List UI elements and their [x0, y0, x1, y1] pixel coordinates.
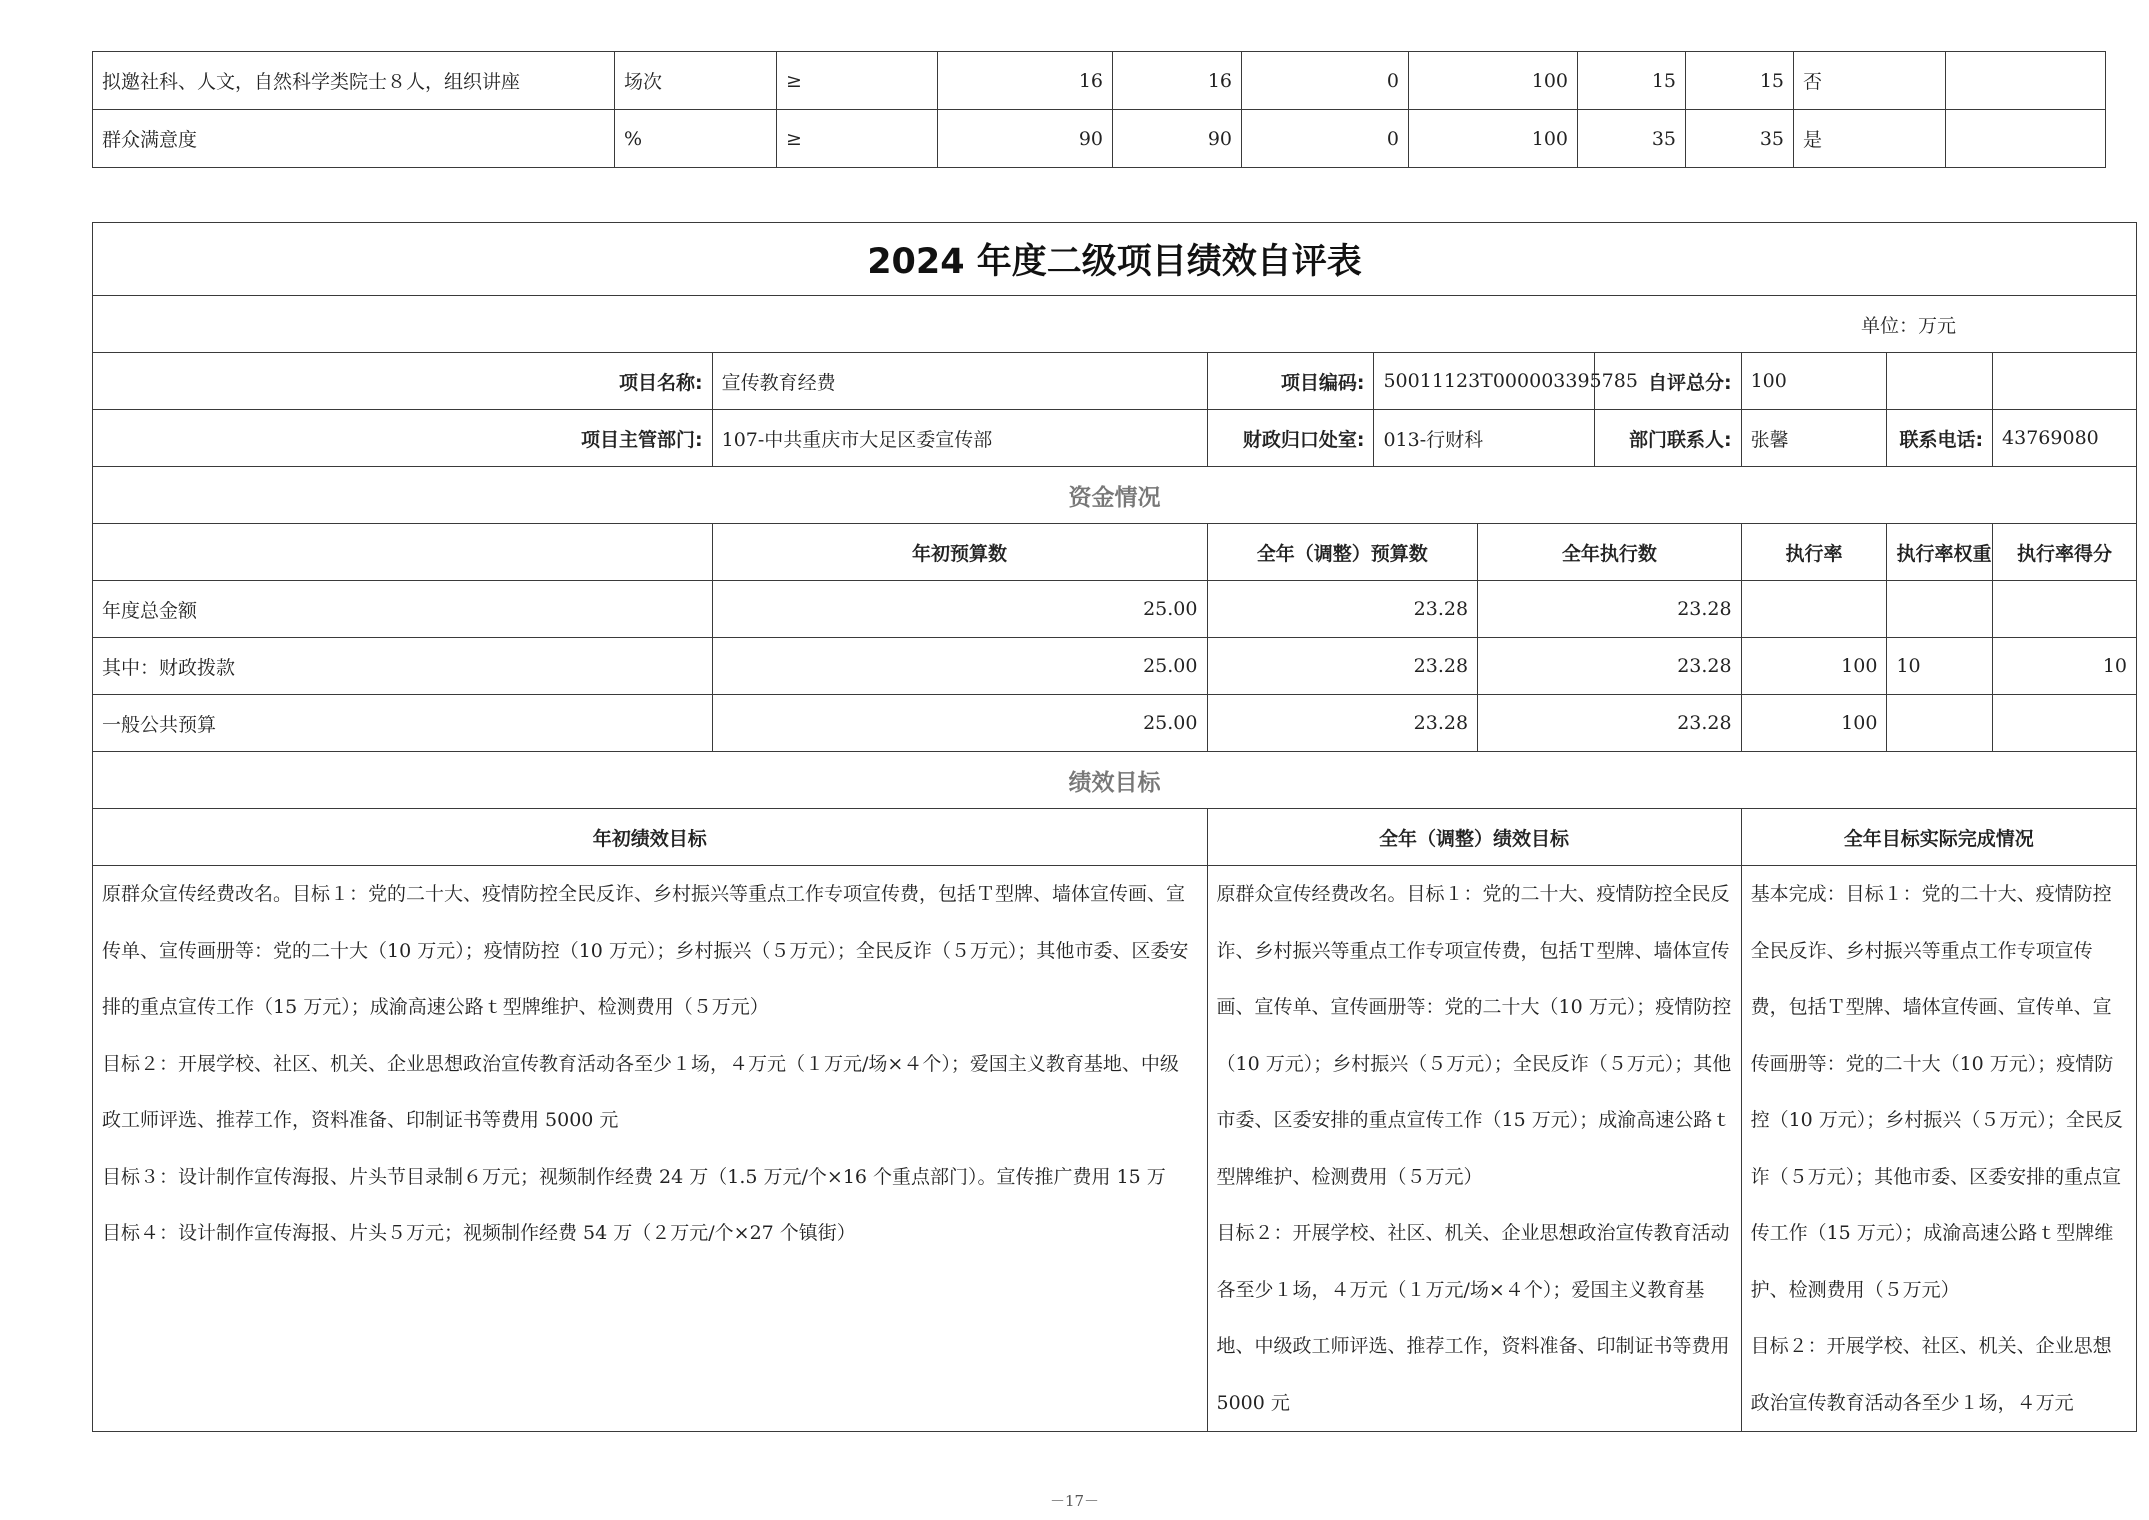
funds-cell: 10	[1887, 638, 1993, 695]
finance-value: 013-行财科	[1374, 410, 1594, 467]
indicator-value: 15	[1686, 52, 1794, 110]
funds-cell: 23.28	[1207, 695, 1478, 752]
performance-header: 年初绩效目标	[93, 809, 1208, 866]
adjusted-goals-cell	[1207, 866, 1741, 1432]
indicator-table	[92, 51, 2106, 168]
initial-goal-paragraph: 原群众宣传经费改名。目标１：党的二十大、疫情防控全民反诈、乡村振兴等重点工作专项宣传费，包括Ｔ型牌、墙体宣传画、宣传单、宣传画册等：党的二十大（10 万元）；疫情防控（10 万元）；乡村振兴（５万元）；全民反诈（５万元）；其他市委、区委安排的重点宣传工作（15 万元）；成渝高速公路ｔ型牌维护、检测费用（５万元）	[102, 883, 1189, 1018]
actual-completion-paragraph: 基本完成：目标１：党的二十大、疫情防控全民反诈、乡村振兴等重点工作专项宣传费，包括Ｔ型牌、墙体宣传画、宣传单、宣传画册等：党的二十大（10 万元）；疫情防控（10 万元）；乡村振兴（５万元）；全民反诈（５万元）；其他市委、区委安排的重点宣传工作（15 万元）；成渝高速公路ｔ型牌维护、检测费用（５万元）	[1750, 883, 2123, 1301]
phone-label: 联系电话:	[1887, 410, 1993, 467]
dept-value: 107-中共重庆市大足区委宣传部	[712, 410, 1207, 467]
funds-cell	[1741, 581, 1887, 638]
phone-value: 43769080	[1993, 410, 2137, 467]
funds-header: 执行率权重	[1887, 524, 1993, 581]
indicator-value: 16	[938, 52, 1113, 110]
funds-row-label: 一般公共预算	[93, 695, 713, 752]
project-code-label: 项目编码:	[1207, 353, 1374, 410]
performance-header: 全年（调整）绩效目标	[1207, 809, 1741, 866]
funds-header-empty	[93, 524, 713, 581]
indicator-value: 35	[1686, 110, 1794, 168]
funds-header: 执行率	[1741, 524, 1887, 581]
info-empty	[1993, 353, 2137, 410]
project-name: 宣传教育经费	[712, 353, 1207, 410]
funds-cell: 25.00	[712, 695, 1207, 752]
finance-label: 财政归口处室:	[1207, 410, 1374, 467]
indicator-operator: ≥	[777, 52, 938, 110]
indicator-value: 16	[1113, 52, 1242, 110]
indicator-value: 90	[938, 110, 1113, 168]
performance-section-title: 绩效目标	[93, 752, 2137, 809]
indicator-name: 群众满意度	[93, 110, 615, 168]
funds-cell	[1993, 581, 2137, 638]
indicator-value: 35	[1578, 110, 1686, 168]
funds-header: 全年执行数	[1478, 524, 1742, 581]
indicator-operator: ≥	[777, 110, 938, 168]
funds-row-label: 年度总金额	[93, 581, 713, 638]
indicator-flag: 是	[1794, 110, 1946, 168]
funds-header: 全年（调整）预算数	[1207, 524, 1478, 581]
indicator-unit: %	[615, 110, 777, 168]
score-label: 自评总分:	[1594, 353, 1741, 410]
funds-cell	[1887, 695, 1993, 752]
info-row	[93, 410, 2137, 467]
indicator-flag: 否	[1794, 52, 1946, 110]
funds-cell	[1993, 695, 2137, 752]
funds-cell: 25.00	[712, 581, 1207, 638]
funds-cell: 23.28	[1207, 638, 1478, 695]
performance-header: 全年目标实际完成情况	[1741, 809, 2136, 866]
funds-section-title: 资金情况	[93, 467, 2137, 524]
funds-header-row	[93, 524, 2137, 581]
funds-cell: 100	[1741, 638, 1887, 695]
indicator-value: 0	[1242, 110, 1409, 168]
actual-completion-cell	[1741, 866, 2136, 1432]
funds-cell: 23.28	[1478, 695, 1742, 752]
funds-cell	[1887, 581, 1993, 638]
indicator-value: 100	[1409, 52, 1578, 110]
adjusted-goal-paragraph: 原群众宣传经费改名。目标１：党的二十大、疫情防控全民反诈、乡村振兴等重点工作专项宣传费，包括Ｔ型牌、墙体宣传画、宣传单、宣传画册等：党的二十大（10 万元）；疫情防控（10 万元）；乡村振兴（５万元）；全民反诈（５万元）；其他市委、区委安排的重点宣传工作（15 万元）；成渝高速公路ｔ型牌维护、检测费用（５万元）	[1216, 883, 1732, 1188]
indicator-row	[93, 52, 2106, 110]
funds-cell: 23.28	[1207, 581, 1478, 638]
funds-cell: 23.28	[1478, 581, 1742, 638]
unit-label: 单位：万元	[93, 296, 2137, 353]
indicator-empty	[1946, 52, 2106, 110]
indicator-row	[93, 110, 2106, 168]
project-code: 50011123T000003395785	[1374, 353, 1594, 410]
initial-goals-cell	[93, 866, 1208, 1432]
funds-cell: 100	[1741, 695, 1887, 752]
performance-header-row	[93, 809, 2137, 866]
funds-cell: 23.28	[1478, 638, 1742, 695]
actual-completion-paragraph: 目标２：开展学校、社区、机关、企业思想政治宣传教育活动各至少１场，４万元	[1750, 1335, 2112, 1414]
indicator-value: 0	[1242, 52, 1409, 110]
indicator-unit: 场次	[615, 52, 777, 110]
funds-row-label: 其中：财政拨款	[93, 638, 713, 695]
page-title: 2024 年度二级项目绩效自评表	[93, 223, 2137, 296]
initial-goal-paragraph: 目标４：设计制作宣传海报、片头５万元；视频制作经费 54 万（２万元/个×27 个镇街）	[102, 1222, 856, 1244]
indicator-value: 90	[1113, 110, 1242, 168]
info-row	[93, 353, 2137, 410]
performance-content-row	[93, 866, 2137, 1432]
indicator-name: 拟邀社科、人文，自然科学类院士８人，组织讲座	[93, 52, 615, 110]
funds-row	[93, 695, 2137, 752]
funds-header: 年初预算数	[712, 524, 1207, 581]
self-evaluation-table	[92, 222, 2137, 1432]
initial-goal-paragraph: 目标３：设计制作宣传海报、片头节目录制６万元；视频制作经费 24 万（1.5 万元/个×16 个重点部门）。宣传推广费用 15 万	[102, 1165, 1166, 1188]
contact-value: 张馨	[1741, 410, 1887, 467]
indicator-value: 100	[1409, 110, 1578, 168]
funds-header: 执行率得分	[1993, 524, 2137, 581]
indicator-empty	[1946, 110, 2106, 168]
indicator-value: 15	[1578, 52, 1686, 110]
info-empty	[1887, 353, 1993, 410]
funds-cell: 10	[1993, 638, 2137, 695]
project-name-label: 项目名称:	[93, 353, 713, 410]
funds-row	[93, 581, 2137, 638]
funds-cell: 25.00	[712, 638, 1207, 695]
initial-goal-paragraph: 目标２：开展学校、社区、机关、企业思想政治宣传教育活动各至少１场，４万元（１万元/场×４个）；爱国主义教育基地、中级政工师评选、推荐工作，资料准备、印制证书等费用 5000 元	[102, 1052, 1179, 1131]
adjusted-goal-paragraph: 目标２：开展学校、社区、机关、企业思想政治宣传教育活动各至少１场，４万元（１万元/场×４个）；爱国主义教育基地、中级政工师评选、推荐工作，资料准备、印制证书等费用 5000 元	[1216, 1222, 1730, 1414]
contact-label: 部门联系人:	[1594, 410, 1741, 467]
page-number: －17－	[1049, 1492, 1100, 1510]
score-value: 100	[1741, 353, 1887, 410]
dept-label: 项目主管部门:	[93, 410, 713, 467]
funds-row	[93, 638, 2137, 695]
